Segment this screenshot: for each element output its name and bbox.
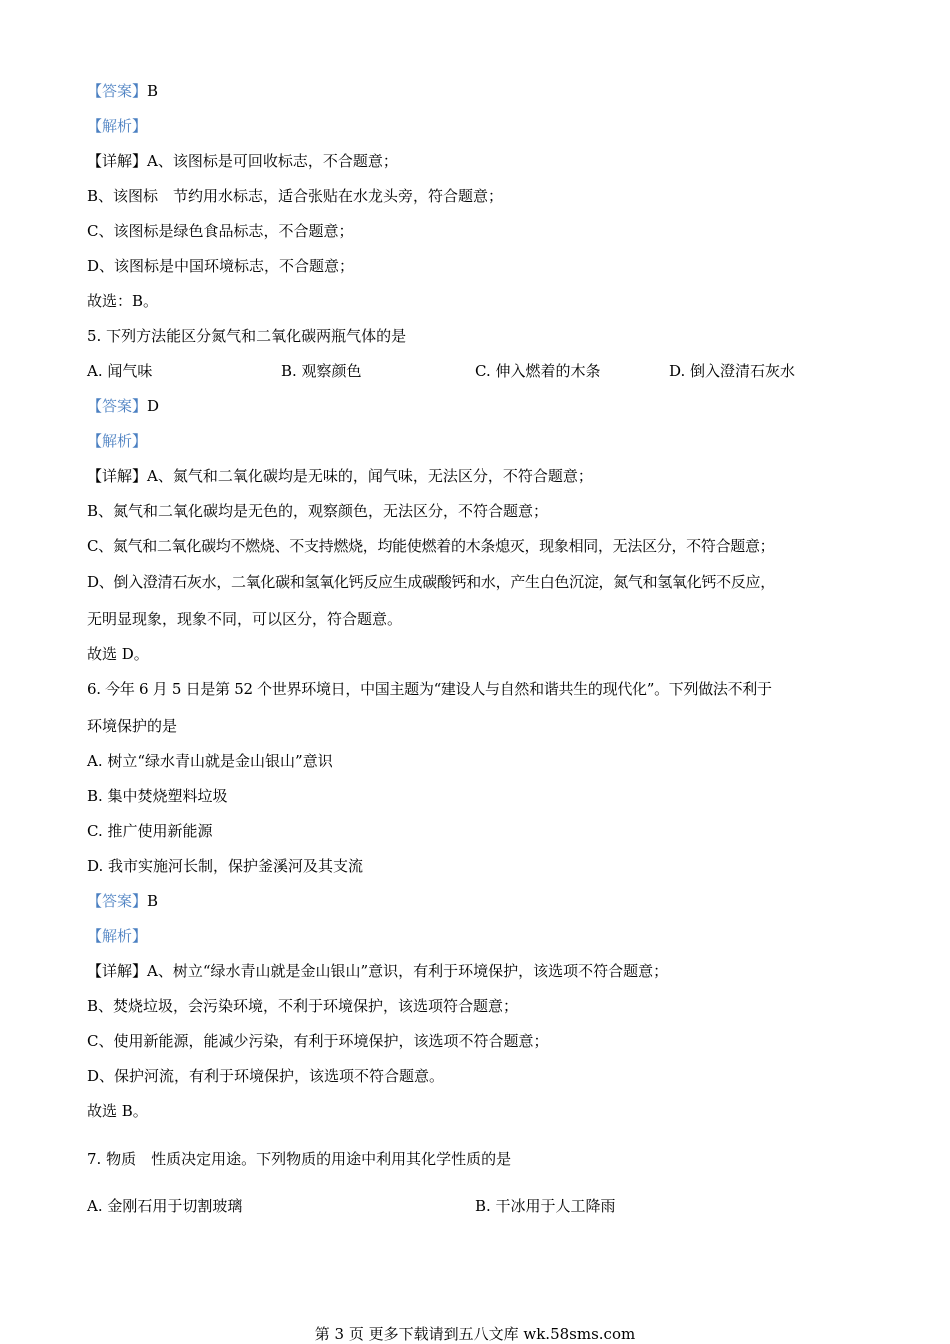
- q6-answer-value: B: [147, 892, 159, 910]
- q5-analysis-tag-line: [87, 431, 147, 451]
- q6-detail-d: D、保护河流，有利于环境保护，该选项不符合题意。: [87, 1067, 445, 1085]
- q4-conclusion: 故选：B。: [87, 292, 159, 310]
- q6-detail-c: C、使用新能源，能减少污染，有利于环境保护，该选项不符合题意；: [87, 1032, 549, 1050]
- q5-option-a: A. 闻气味: [87, 362, 153, 380]
- q4-answer-value: B: [147, 82, 159, 100]
- analysis-tag: 【解析】: [87, 927, 148, 945]
- page-footer: 第 3 页 更多下载请到五八文库 wk.58sms.com: [314, 1325, 636, 1343]
- q5-detail-c: C、氮气和二氧化碳均不燃烧、不支持燃烧，均能使燃着的木条熄灭，现象相同，无法区分，不符合题意；: [87, 537, 775, 555]
- analysis-tag: 【解析】: [87, 432, 148, 450]
- q4-detail-b: B、该图标 节约用水标志，适合张贴在水龙头旁，符合题意；: [87, 187, 504, 205]
- q6-conclusion: 故选 B。: [87, 1102, 148, 1120]
- q5-stem: 5. 下列方法能区分氮气和二氧化碳两瓶气体的是: [87, 327, 407, 345]
- answer-tag: 【答案】: [87, 82, 148, 100]
- q5-detail-a: 【详解】A、氮气和二氧化碳均是无味的，闻气味，无法区分，不符合题意；: [87, 467, 593, 485]
- q7-option-b: B. 干冰用于人工降雨: [475, 1197, 616, 1215]
- q4-detail-d: D、该图标是中国环境标志，不合题意；: [87, 257, 355, 275]
- q6-detail-a: 【详解】A、树立“绿水青山就是金山银山”意识，有利于环境保护，该选项不符合题意；: [87, 962, 669, 980]
- q6-detail-b: B、焚烧垃圾，会污染环境，不利于环境保护，该选项符合题意；: [87, 997, 519, 1015]
- q6-stem-line1: 6. 今年 6 月 5 日是第 52 个世界环境日，中国主题为“建设人与自然和谐共生的现代化”。下列做法不利于: [87, 680, 772, 698]
- q5-detail-b: B、氮气和二氧化碳均是无色的，观察颜色，无法区分，不符合题意；: [87, 502, 549, 520]
- q4-detail-c: C、该图标是绿色食品标志，不合题意；: [87, 222, 354, 240]
- q5-option-d: D. 倒入澄清石灰水: [669, 362, 796, 380]
- q6-stem-line2: 环境保护的是: [87, 717, 178, 735]
- q7-stem: 7. 物质 性质决定用途。下列物质的用途中利用其化学性质的是: [87, 1150, 512, 1168]
- answer-tag: 【答案】: [87, 397, 148, 415]
- analysis-tag: 【解析】: [87, 117, 148, 135]
- q6-option-d: D. 我市实施河长制，保护釜溪河及其支流: [87, 857, 364, 875]
- q4-answer-line: [87, 81, 158, 101]
- q5-detail-d: D、倒入澄清石灰水，二氧化碳和氢氧化钙反应生成碳酸钙和水，产生白色沉淀，氮气和氢氧化钙不反应，: [87, 573, 775, 591]
- q7-option-a: A. 金刚石用于切割玻璃: [87, 1197, 243, 1215]
- q6-analysis-tag-line: [87, 926, 147, 946]
- q5-answer-line: [87, 396, 159, 416]
- q6-answer-line: [87, 891, 158, 911]
- answer-tag: 【答案】: [87, 892, 148, 910]
- q4-analysis-tag-line: [87, 116, 147, 136]
- q5-detail-d-cont: 无明显现象，现象不同，可以区分，符合题意。: [87, 610, 403, 628]
- q5-conclusion: 故选 D。: [87, 645, 149, 663]
- q5-answer-value: D: [147, 397, 160, 415]
- q4-detail-a: 【详解】A、该图标是可回收标志，不合题意；: [87, 152, 398, 170]
- q5-option-b: B. 观察颜色: [281, 362, 362, 380]
- q6-option-c: C. 推广使用新能源: [87, 822, 213, 840]
- q6-option-b: B. 集中焚烧塑料垃圾: [87, 787, 228, 805]
- q5-option-c: C. 伸入燃着的木条: [475, 362, 601, 380]
- q6-option-a: A. 树立“绿水青山就是金山银山”意识: [87, 752, 333, 770]
